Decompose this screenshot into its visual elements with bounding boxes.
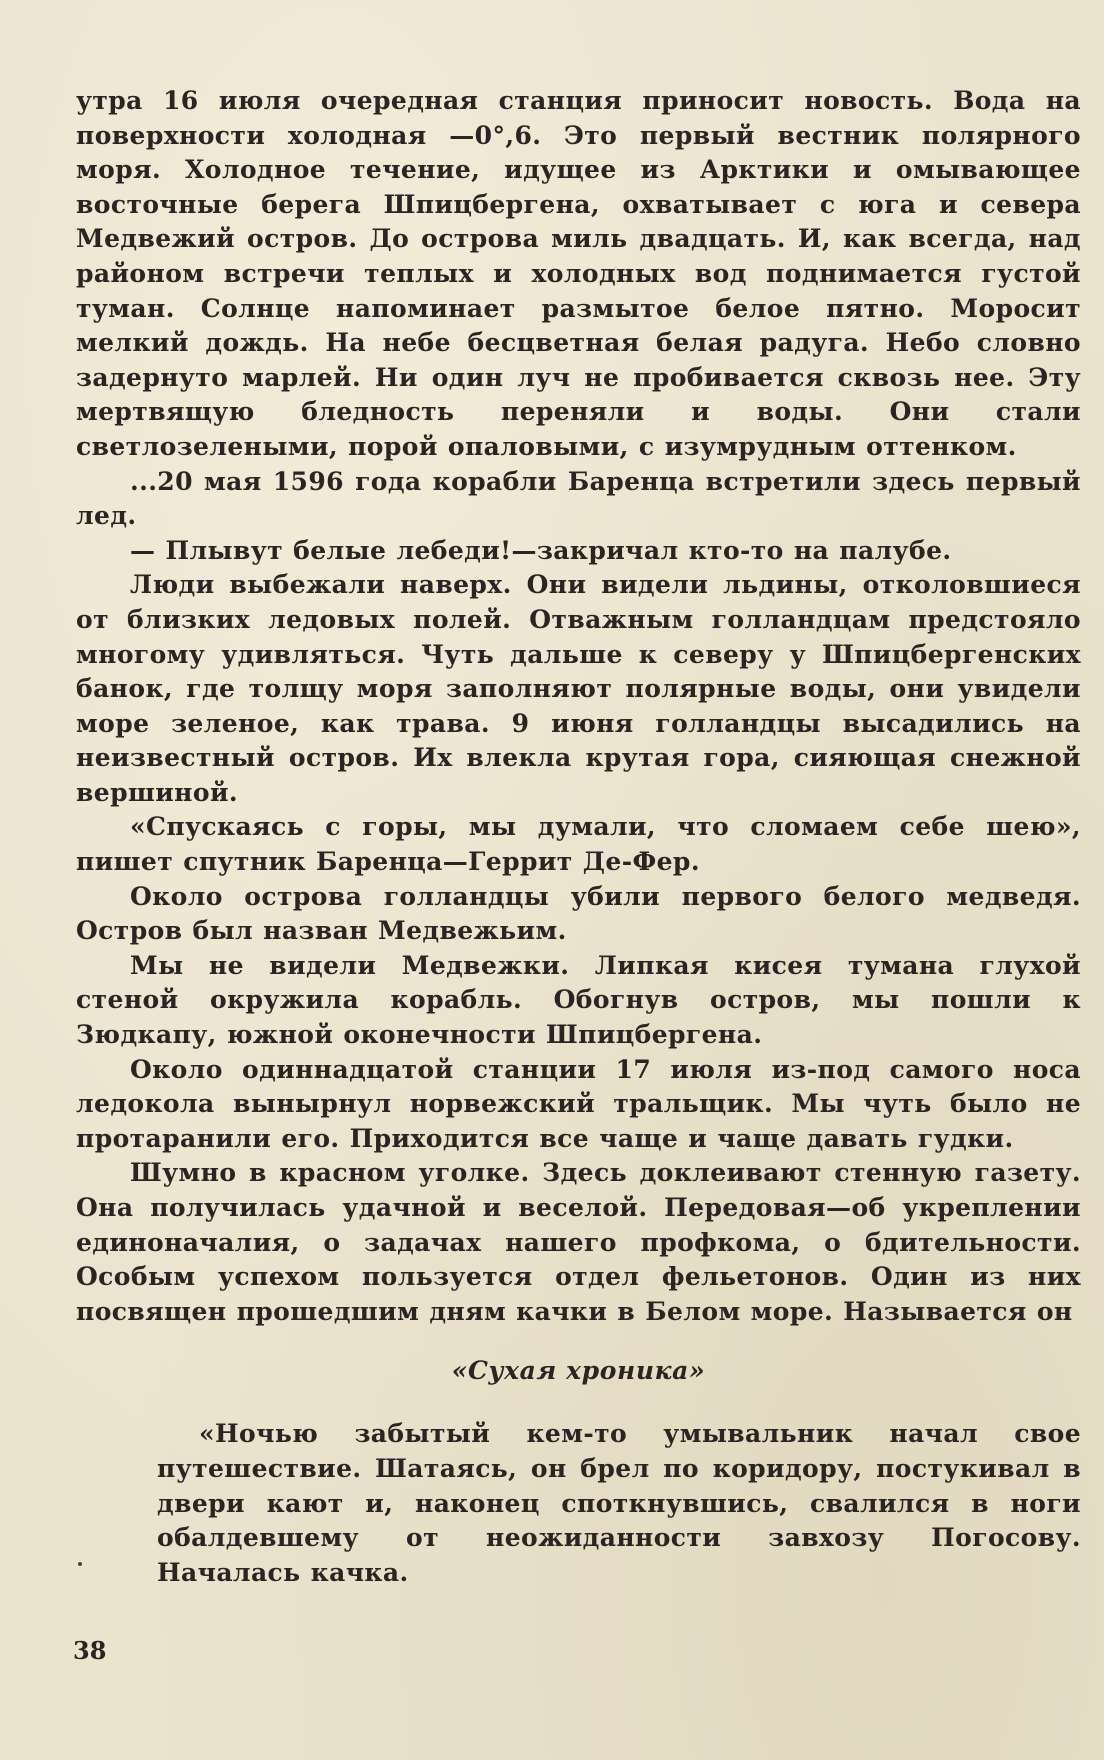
paragraph-4: Люди выбежали наверх. Они видели льдины, отколовшиеся от близких ледовых полей. Отважным голландцам предстояло многому удивляться. Чуть дальше к северу у Шпицбергенских банок, где толщу моря заполняют полярные воды, они увидели море зеленое, как трава. 9 июня голландцы высадились на неизвестный остров. Их влекла крутая гора, сияющая снежной вершиной.: [76, 570, 1081, 807]
paragraph-5: «Спускаясь с горы, мы думали, что сломаем себе шею», пишет спутник Баренца—Геррит Де-Фер.: [76, 812, 1081, 877]
paragraph-9: Шумно в красном уголке. Здесь доклеивают стенную газету. Она получилась удачной и веселой. Передовая—об укреплении единоначалия, о задачах нашего профкома, о бдительности. Особым успехом пользуется отдел фельетонов. Один из них посвящен прошедшим дням качки в Белом море. Называется он: [76, 1158, 1081, 1326]
paragraph-1: утра 16 июля очередная станция приносит новость. Вода на поверхности холодная —0°,6. Это первый вестник полярного моря. Холодное течение, идущее из Арктики и омывающее восточные берега Шпицбергена, охватывает с юга и севера Медвежий остров. До острова миль двадцать. И, как всегда, над районом встречи теплых и холодных вод поднимается густой туман. Солнце напоминает размытое белое пятно. Моросит мелкий дождь. На небе бесцветная белая радуга. Небо словно задернуто марлей. Ни один луч не пробивается сквозь нее. Эту мертвящую бледность переняли и воды. Они стали светлозелеными, порой опаловыми, с изумрудным оттенком.: [76, 86, 1081, 461]
quote-paragraph: «Ночью забытый кем-то умывальник начал свое путешествие. Шатаясь, он брел по коридору, постукивал в двери кают и, наконец споткнувшись, свалился в ноги обалдевшему от неожиданности завхозу Погосову. Началась качка.: [157, 1419, 1081, 1587]
paragraph-8: Около одиннадцатой станции 17 июля из-под самого носа ледокола вынырнул норвежский тральщик. Мы чуть было не протаранили его. Приходится все чаще и чаще давать гудки.: [76, 1054, 1081, 1153]
paragraph-7: Мы не видели Медвежки. Липкая кисея тумана глухой стеной окружила корабль. Обогнув остров, мы пошли к Зюдкапу, южной оконечности Шпицбергена.: [76, 950, 1081, 1050]
paragraph-2: ...20 мая 1596 года корабли Баренца встретили здесь первый лед.: [76, 466, 1081, 531]
page-number: 38: [73, 1636, 107, 1665]
paragraph-6: Около острова голландцы убили первого белого медведя. Остров был назван Медвежьим.: [76, 881, 1081, 946]
body-text: [76, 84, 1081, 1590]
paragraph-3: — Плывут белые лебеди!—закричал кто-то на палубе.: [130, 535, 952, 565]
section-title: «Сухая хроника»: [451, 1356, 706, 1386]
print-speck: [78, 1562, 82, 1566]
quote-block: [157, 1417, 1081, 1590]
